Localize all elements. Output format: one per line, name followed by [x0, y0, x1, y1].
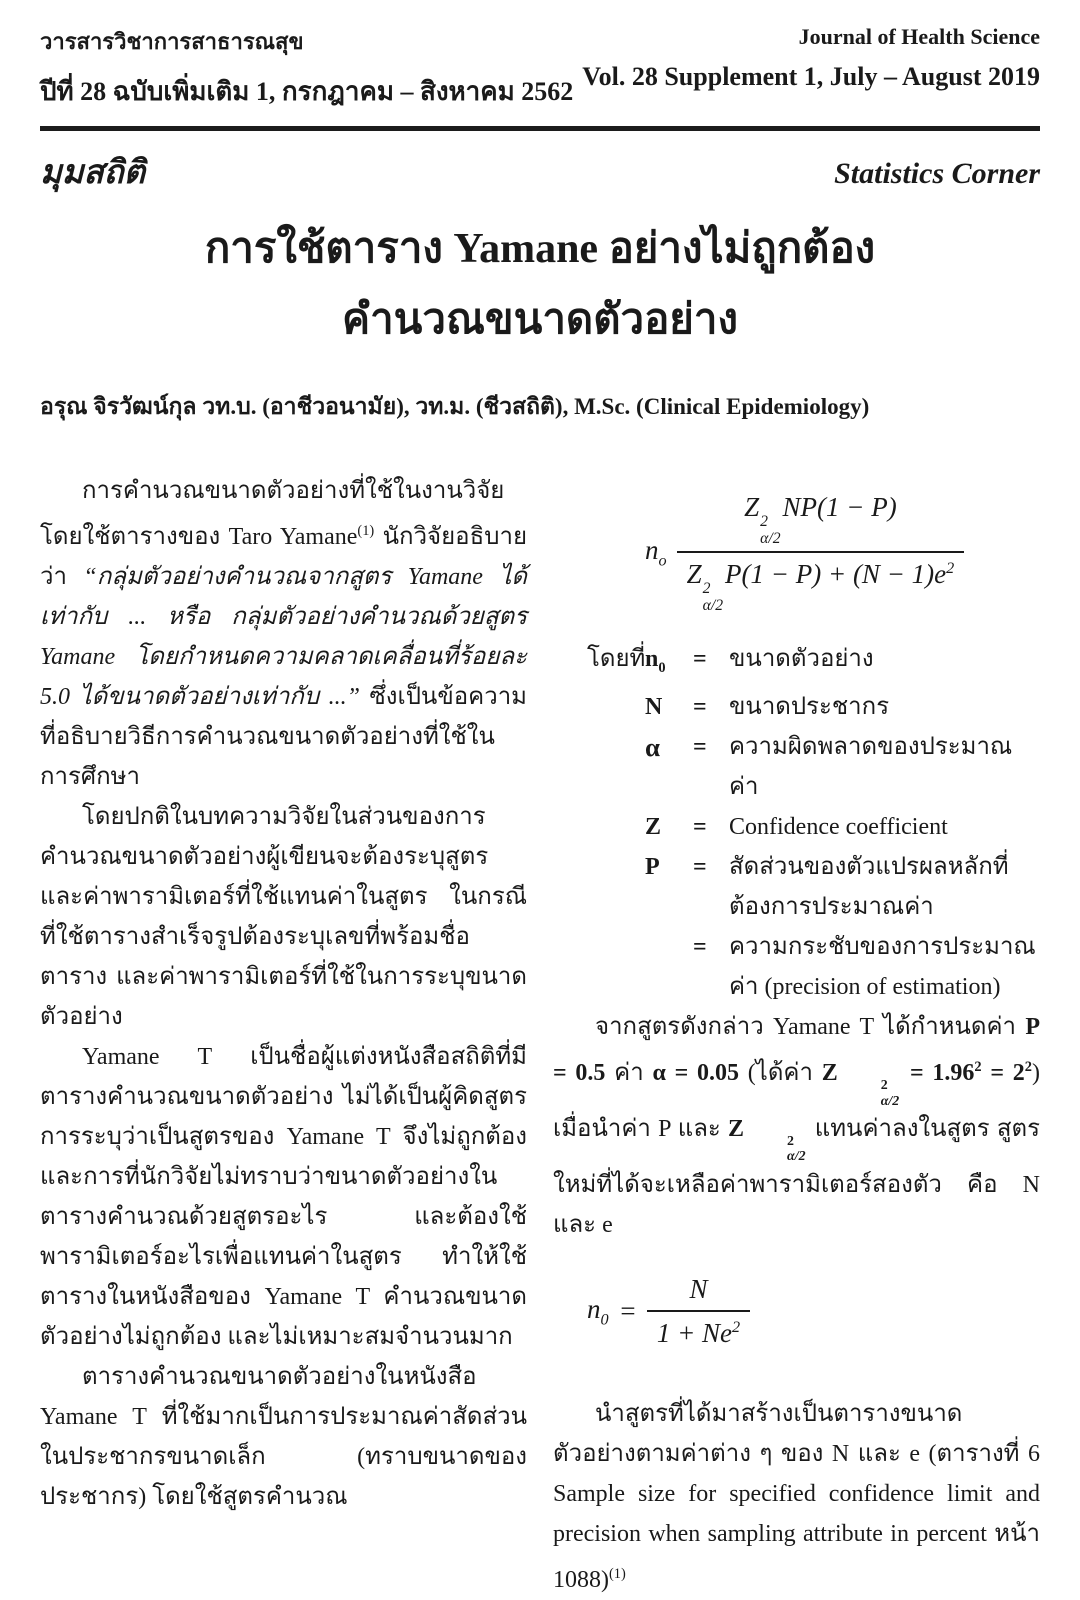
header-english: [582, 24, 1040, 92]
inline-z-alpha-2: Z 2 α/2: [728, 1116, 806, 1165]
issue-info-thai: ปีที่ 28 ฉบับเพิ่มเติม 1, กรกฎาคม – สิงหาคม 2562: [40, 77, 574, 106]
defs-desc-n0: ขนาดตัวอย่าง: [729, 645, 874, 672]
article-title-line1: การใช้ตาราง Yamane อย่างไม่ถูกต้อง: [204, 226, 876, 272]
section-label-thai: มุมสถิติ: [40, 155, 146, 191]
formula1-fraction: [677, 489, 965, 615]
paragraph-substitution: จากสูตรดังกล่าว Yamane T ได้กำหนดค่า P = 0.5 ค่า α = 0.05 (ได้ค่า Z 2 α/2 = 1.96$^2$ = 2$^2$) เมื่อนำค่า P และ Z 2 α/2 แทนค่าลงในสูตร สูตรใหม่ที่ได้จะเหลือค่าพารามิเตอร์สองตัว คือ N และ e: [553, 1014, 1040, 1238]
quoted-text: “กลุ่มตัวอย่างคำนวณจากสูตร Yamane ได้เท่ากับ ... หรือ กลุ่มตัวอย่างคำนวณด้วยสูตร Yamane โดยกำหนดความคลาดเคลื่อนที่ร้อยละ 5.0 ได้ขนาดตัวอย่างเท่ากับ ...”: [40, 564, 527, 711]
defs-desc-alpha: ความผิดพลาดของประมาณค่า: [729, 734, 1013, 801]
formula1-denominator: Z 2 α/2 $P(1 - P) + (N - 1)e^2$: [677, 551, 965, 615]
formula2-denominator: $1 + Ne^2$: [647, 1310, 750, 1351]
defs-symbol-N: N: [645, 694, 663, 721]
left-column: [40, 471, 527, 1600]
paragraph-yamane-author: Yamane T เป็นชื่อผู้แต่งหนังสือสถิติที่มีตารางคำนวณขนาดตัวอย่าง ไม่ได้เป็นผู้คิดสูตร การระบุว่าเป็นสูตรของ Yamane T จึงไม่ถูกต้อง และการที่นักวิจัยไม่ทราบว่าขนาดตัวอย่างในตารางคำนวณด้วยสูตรอะไร และต้องใช้พารามิเตอร์อะไรเพื่อแทนค่าในสูตร ทำให้ใช้ตารางในหนังสือของ Yamane T คำนวณขนาดตัวอย่างไม่ถูกต้อง และไม่เหมาะสมจำนวนมาก: [40, 1044, 527, 1351]
defs-desc-Z: Confidence coefficient: [729, 814, 948, 841]
defs-symbol-n0: $n_0$: [645, 645, 666, 676]
yamane-full-formula: [553, 489, 1040, 615]
journal-name-english: Journal of Health Science: [798, 24, 1040, 49]
article-title-line2: คำนวณขนาดตัวอย่าง: [341, 296, 738, 343]
defs-symbol-e: [645, 927, 693, 1007]
defs-symbol-Z: Z: [645, 814, 662, 841]
formula1-numerator: Z 2 α/2 NP(1 − P): [744, 492, 897, 548]
page-header: [40, 24, 1040, 112]
formula2-numerator: N: [689, 1273, 708, 1304]
defs-desc-N: ขนาดประชากร: [729, 694, 890, 721]
defs-symbol-P: P: [645, 854, 660, 881]
paragraph-table-construction: นำสูตรที่ได้มาสร้างเป็นตารางขนาดตัวอย่างตามค่าต่าง ๆ ของ N และ e (ตารางที่ 6 Sample size for specified confidence limit and precision when sampling attribute in percent หน้า 1088)$^{(1)}$: [553, 1400, 1040, 1593]
article-title: [40, 214, 1040, 355]
section-label-english: Statistics Corner: [834, 157, 1040, 190]
defs-desc-e: ความกระชับของการประมาณค่า (precision of estimation): [729, 934, 1036, 1001]
defs-desc-P: สัดส่วนของตัวแปรผลหลักที่ต้องการประมาณค่า: [729, 854, 1009, 921]
formula2-fraction: [647, 1271, 750, 1352]
article-body: [40, 471, 1040, 1600]
citation-superscript: (1): [357, 523, 375, 540]
header-divider: [40, 126, 1040, 131]
section-row: [40, 145, 1040, 198]
citation-superscript-2: (1): [609, 1565, 626, 1582]
header-thai: [40, 24, 573, 112]
issue-info-english: Vol. 28 Supplement 1, July – August 2019: [582, 62, 1040, 91]
formula1-lhs: $n_o$: [645, 534, 667, 570]
defs-symbol-alpha: α: [645, 732, 660, 763]
paragraph-intro: การคำนวณขนาดตัวอย่างที่ใช้ในงานวิจัยโดยใช้ตารางของ Taro Yamane$^{(1)}$ นักวิจัยอธิบายว่า “กลุ่มตัวอย่างคำนวณจากสูตร Yamane ได้เท่ากับ ... หรือ กลุ่มตัวอย่างคำนวณด้วยสูตร Yamane โดยกำหนดความคลาดเคลื่อนที่ร้อยละ 5.0 ได้ขนาดตัวอย่างเท่ากับ ...” ซึ่งเป็นข้อความที่อธิบายวิธีการคำนวณขนาดตัวอย่างที่ใช้ในการศึกษา: [40, 478, 527, 791]
simplified-formula: $n_0$ = $\frac{N}{1 + Ne^2}$: [553, 1271, 1040, 1352]
paragraph-table-use: ตารางคำนวณขนาดตัวอย่างในหนังสือ Yamane T ที่ใช้มากเป็นการประมาณค่าสัดส่วนในประชากรขนาดเล็ก (ทราบขนาดของประชากร) โดยใช้สูตรคำนวณ: [40, 1364, 527, 1511]
formula2-lhs: $n_0$: [587, 1294, 609, 1329]
defs-intro: โดยที่: [587, 645, 646, 672]
author-line: อรุณ จิรวัฒน์กุล วท.บ. (อาชีวอนามัย), วท.ม. (ชีวสถิติ), M.Sc. (Clinical Epidemiology): [40, 394, 870, 420]
right-column: [553, 471, 1040, 1600]
inline-z-alpha: Z 2 α/2: [821, 1060, 900, 1109]
paragraph-reporting: โดยปกติในบทความวิจัยในส่วนของการคำนวณขนาดตัวอย่างผู้เขียนจะต้องระบุสูตร และค่าพารามิเตอร์ที่ใช้แทนค่าในสูตร ในกรณีที่ใช้ตารางสำเร็จรูปต้องระบุเลขที่พร้อมชื่อตาราง และค่าพารามิเตอร์ที่ใช้ในการระบุขนาดตัวอย่าง: [40, 804, 527, 1031]
parameter-definitions: โดยที่ $n_0$ = ขนาดตัวอย่าง N = ขนาดประชากร α = ความผิดพลาดของประมาณค่า Z = Confidence coefficient P = สัดส่วนของตัวแปรผลหลักที่ต้องการประมาณค่า = ความกระชับของการประมาณค่า (precision of estimation): [553, 639, 1040, 1008]
journal-name-thai: วารสารวิชาการสาธารณสุข: [40, 29, 304, 54]
